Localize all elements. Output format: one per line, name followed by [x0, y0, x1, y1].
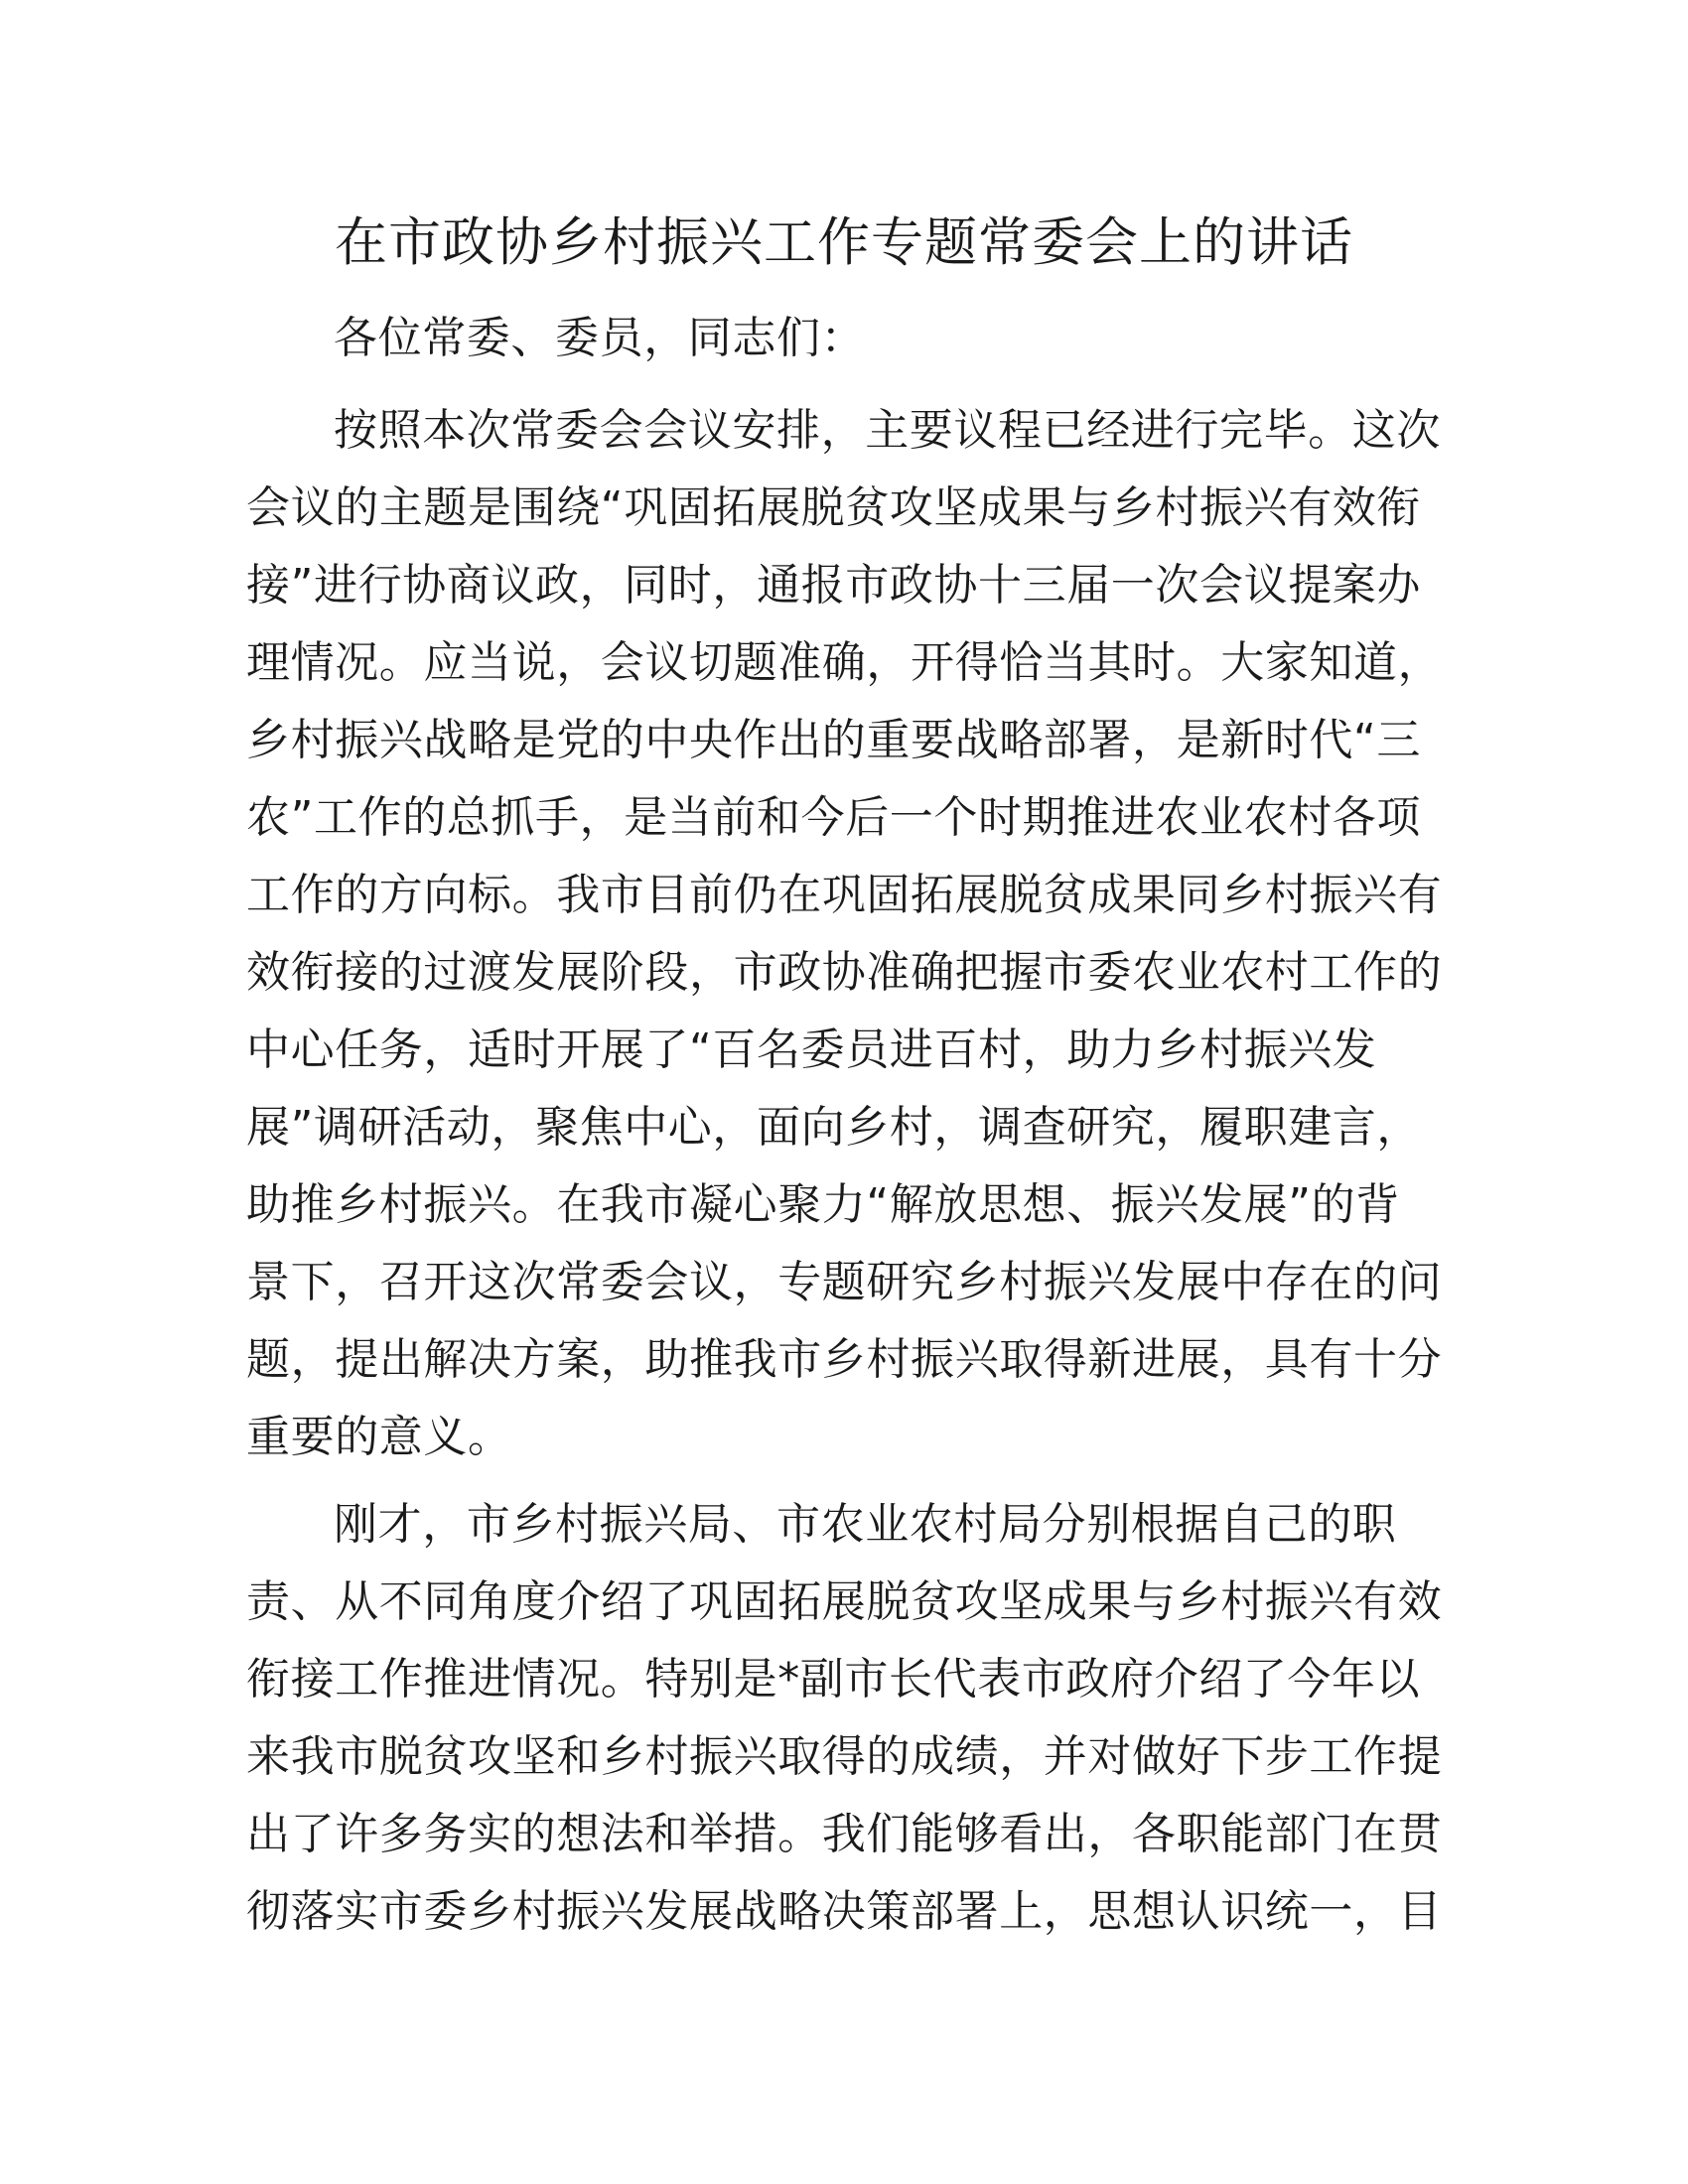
paragraph-line: 农”工作的总抓手，是当前和今后一个时期推进农业农村各项	[246, 792, 1421, 843]
paragraph-line: 出了许多务实的想法和举措。我们能够看出，各职能部门在贯	[246, 1809, 1443, 1859]
paragraph-line: 展”调研活动，聚焦中心，面向乡村，调查研究，履职建言，	[246, 1102, 1421, 1153]
paragraph-1	[246, 392, 1443, 1476]
paragraph-line: 责、从不同角度介绍了巩固拓展脱贫攻坚成果与乡村振兴有效	[246, 1576, 1443, 1627]
salutation-line: 各位常委、委员，同志们：	[334, 313, 866, 363]
paragraph-line: 会议的主题是围绕“巩固拓展脱贫攻坚成果与乡村振兴有效衔	[246, 482, 1421, 533]
paragraph-line: 接”进行协商议政，同时，通报市政协十三届一次会议提案办	[246, 560, 1421, 611]
paragraph-line: 来我市脱贫攻坚和乡村振兴取得的成绩，并对做好下步工作提	[246, 1731, 1443, 1782]
paragraph-line: 题，提出解决方案，助推我市乡村振兴取得新进展，具有十分	[246, 1334, 1443, 1385]
paragraph-line: 乡村振兴战略是党的中央作出的重要战略部署，是新时代“三	[246, 715, 1421, 765]
paragraph-line: 刚才，市乡村振兴局、市农业农村局分别根据自己的职	[334, 1499, 1397, 1550]
paragraph-line: 效衔接的过渡发展阶段，市政协准确把握市委农业农村工作的	[246, 947, 1443, 998]
paragraph-line: 重要的意义。	[246, 1412, 512, 1462]
paragraph-line: 彻落实市委乡村振兴发展战略决策部署上，思想认识统一，目	[246, 1886, 1443, 1937]
paragraph-line: 按照本次常委会会议安排，主要议程已经进行完毕。这次	[334, 405, 1441, 456]
paragraph-line: 助推乡村振兴。在我市凝心聚力“解放思想、振兴发展”的背	[246, 1179, 1400, 1230]
paragraph-line: 衔接工作推进情况。特别是*副市长代表市政府介绍了今年以	[246, 1654, 1421, 1705]
paragraph-line: 工作的方向标。我市目前仍在巩固拓展脱贫成果同乡村振兴有	[246, 870, 1443, 920]
document-title: 在市政协乡村振兴工作专题常委会上的讲话	[335, 212, 1353, 273]
paragraph-line: 理情况。应当说，会议切题准确，开得恰当其时。大家知道，	[246, 637, 1443, 688]
paragraph-2	[246, 1486, 1443, 1951]
paragraph-line: 景下，召开这次常委会议，专题研究乡村振兴发展中存在的问	[246, 1257, 1443, 1307]
salutation	[246, 300, 1438, 377]
paragraph-line: 中心任务，适时开展了“百名委员进百村，助力乡村振兴发	[246, 1024, 1377, 1075]
